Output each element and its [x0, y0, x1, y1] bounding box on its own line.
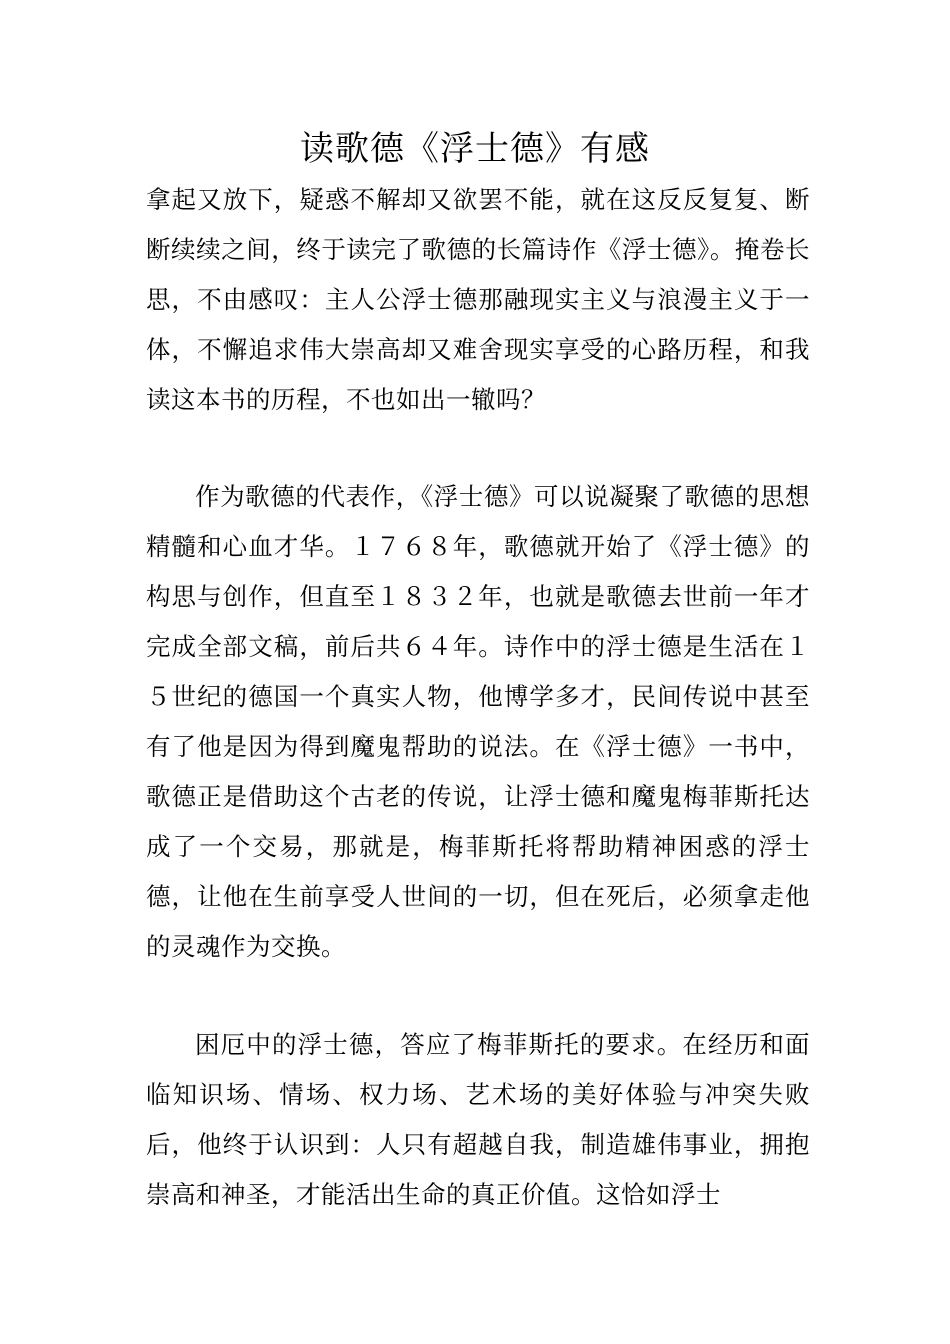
paragraph-intro: 拿起又放下，疑惑不解却又欲罢不能，就在这反反复复、断断续续之间，终于读完了歌德的长篇诗作《浮士德》。掩卷长思，不由感叹：主人公浮士德那融现实主义与浪漫主义于一体，不懈追求伟大崇高却又难舍现实享受的心路历程，和我读这本书的历程，不也如出一辙吗？ [146, 185, 810, 414]
page-title: 读歌德《浮士德》有感 [300, 129, 650, 169]
paragraph-background: 作为歌德的代表作，《浮士德》可以说凝聚了歌德的思想精髓和心血才华。１７６８年，歌德就开始了《浮士德》的构思与创作，但直至１８３２年，也就是歌德去世前一年才完成全部文稿，前后共６４年。诗作中的浮士德是生活在１５世纪的德国一个真实人物，他博学多才，民间传说中甚至有了他是因为得到魔鬼帮助的说法。在《浮士德》一书中，歌德正是借助这个古老的传说，让浮士德和魔鬼梅菲斯托达成了一个交易，那就是，梅菲斯托将帮助精神困惑的浮士德，让他在生前享受人世间的一切，但在死后，必须拿走他的灵魂作为交换。 [146, 482, 810, 961]
paragraph-reflection: 困厄中的浮士德，答应了梅菲斯托的要求。在经历和面临知识场、情场、权力场、艺术场的美好体验与冲突失败后，他终于认识到：人只有超越自我，制造雄伟事业，拥抱崇高和神圣，才能活出生命的真正价值。这恰如浮士 [146, 1030, 810, 1209]
